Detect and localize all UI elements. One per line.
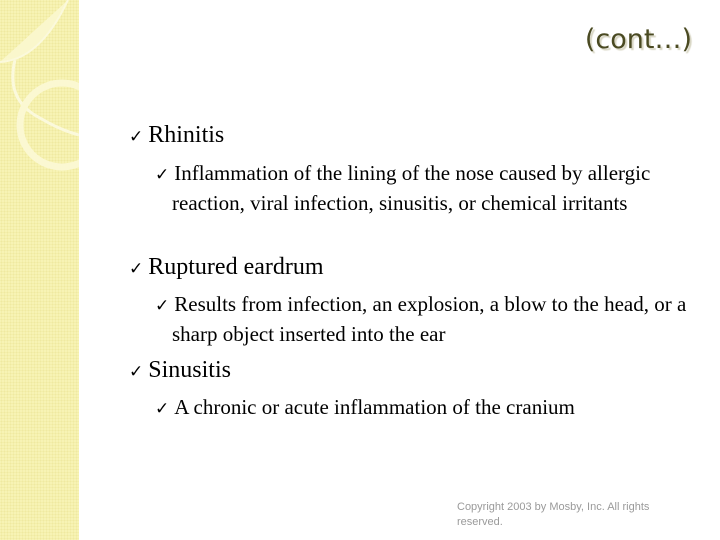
bullet-detail: Inflammation of the lining of the nose caused by allergic reaction, viral infection, sinusitis, or chemical irritants: [172, 161, 651, 215]
check-icon: ✓: [129, 362, 144, 381]
bullet-heading: Rhinitis: [148, 122, 225, 148]
copyright-notice: Copyright 2003 by Mosby, Inc. All rights reserved.: [457, 501, 650, 528]
check-icon: ✓: [155, 399, 170, 418]
bullet-detail: Results from infection, an explosion, a blow to the head, or a sharp object inserted into the ear: [172, 292, 687, 346]
bullet-sinusitis: [129, 357, 231, 384]
leaf-circle-decoration: [0, 0, 79, 540]
bullet-rhinitis: [129, 122, 224, 149]
check-icon: ✓: [129, 259, 144, 278]
bullet-detail: A chronic or acute inflammation of the cranium: [174, 395, 575, 419]
check-icon: ✓: [155, 165, 170, 184]
sub-bullet-rhinitis: [155, 159, 712, 217]
bullet-ruptured-eardrum: [129, 254, 324, 281]
decorative-sidebar: [0, 0, 79, 540]
check-icon: ✓: [129, 127, 144, 146]
bullet-heading: Sinusitis: [148, 357, 231, 383]
check-icon: ✓: [155, 296, 170, 315]
sub-bullet-ruptured-eardrum: [155, 290, 712, 348]
slide-title: (cont…): [584, 24, 692, 55]
bullet-heading: Ruptured eardrum: [148, 254, 324, 280]
sub-bullet-sinusitis: [155, 393, 712, 423]
